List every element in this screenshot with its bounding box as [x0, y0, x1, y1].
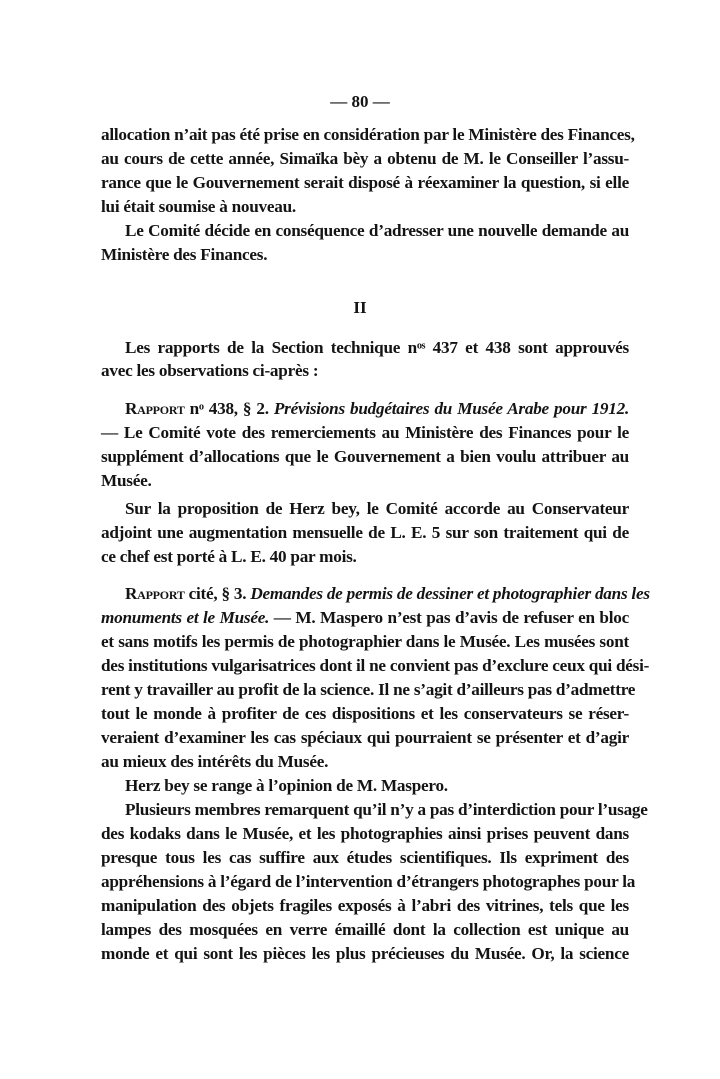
- text-line: au cours de cette année, Simaïka bèy a obtenu de M. le Conseiller l’assu-: [101, 149, 629, 168]
- text-line: ce chef est porté à L. E. 40 par mois.: [101, 547, 357, 566]
- text-line: Herz bey se range à l’opinion de M. Maspero.: [125, 776, 448, 795]
- text-line: lampes des mosquées en verre émaillé dont la collection est unique au: [101, 920, 629, 939]
- page-number: — 80 —: [330, 92, 390, 111]
- text-line: et sans motifs les permis de photographier dans le Musée. Les musées sont: [101, 632, 629, 651]
- text-line: adjoint une augmentation mensuelle de L. E. 5 sur son traitement qui de: [101, 523, 629, 542]
- text-line: avec les observations ci-après :: [101, 361, 319, 380]
- text-line: appréhensions à l’égard de l’intervention d’étrangers photographes pour la: [101, 872, 636, 891]
- text-line: lui était soumise à nouveau.: [101, 197, 296, 216]
- rapport-text: — M. Maspero n’est pas d’avis de refuser en bloc: [269, 608, 629, 627]
- rapport-438-heading: [125, 397, 629, 421]
- text-line: allocation n’ait pas été prise en considération par le Ministère des Finances,: [101, 125, 635, 144]
- text-line: supplément d’allocations que le Gouvernement a bien voulu attribuer au: [101, 447, 629, 466]
- text-line: — Le Comité vote des remerciements au Ministère des Finances pour le: [101, 423, 629, 442]
- rapport-ref: nᵒ 438, § 2.: [184, 399, 274, 418]
- text-line: rent y travailler au profit de la science. Il ne s’agit d’ailleurs pas d’admettre: [101, 680, 636, 699]
- text-line: des institutions vulgarisatrices dont il ne convient pas d’exclure ceux qui dési-: [101, 656, 650, 675]
- text-line: tout le monde à profiter de ces dispositions et les conservateurs se réser-: [101, 704, 629, 723]
- section-heading: II: [353, 298, 367, 317]
- rapport-title-cont: monuments et le Musée.: [101, 608, 270, 627]
- text-line: des kodaks dans le Musée, et les photographies ainsi prises peuvent dans: [101, 824, 629, 843]
- rapport-title: Demandes de permis de dessiner et photographier dans les: [250, 584, 650, 603]
- rapport-cite-line2: [101, 606, 629, 630]
- rapport-cite-heading: [125, 582, 650, 606]
- rapport-title: Prévisions budgétaires du Musée Arabe pour 1912.: [273, 399, 629, 418]
- text-line: presque tous les cas suffire aux études scientifiques. Ils expriment des: [101, 848, 629, 867]
- rapport-label: Rapport: [125, 584, 185, 603]
- text-line: Plusieurs membres remarquent qu’il n’y a pas d’interdiction pour l’usage: [125, 800, 648, 819]
- text-line: manipulation des objets fragiles exposés à l’abri des vitrines, tels que les: [101, 896, 629, 915]
- text-line: au mieux des intérêts du Musée.: [101, 752, 329, 771]
- rapport-ref: cité, § 3.: [184, 584, 251, 603]
- text-line: Le Comité décide en conséquence d’adresser une nouvelle demande au: [125, 221, 629, 240]
- rapport-label: Rapport: [125, 399, 185, 418]
- text-line: veraient d’examiner les cas spéciaux qui pourraient se présenter et d’agir: [101, 728, 629, 747]
- text-line: Sur la proposition de Herz bey, le Comité accorde au Conservateur: [125, 499, 629, 518]
- text-line: Ministère des Finances.: [101, 245, 268, 264]
- text-line: monde et qui sont les pièces les plus précieuses du Musée. Or, la science: [101, 944, 629, 963]
- text-line: rance que le Gouvernement serait disposé à réexaminer la question, si elle: [101, 173, 629, 192]
- text-line: Musée.: [101, 471, 152, 490]
- text-line: Les rapports de la Section technique nᵒˢ 437 et 438 sont approuvés: [125, 338, 629, 357]
